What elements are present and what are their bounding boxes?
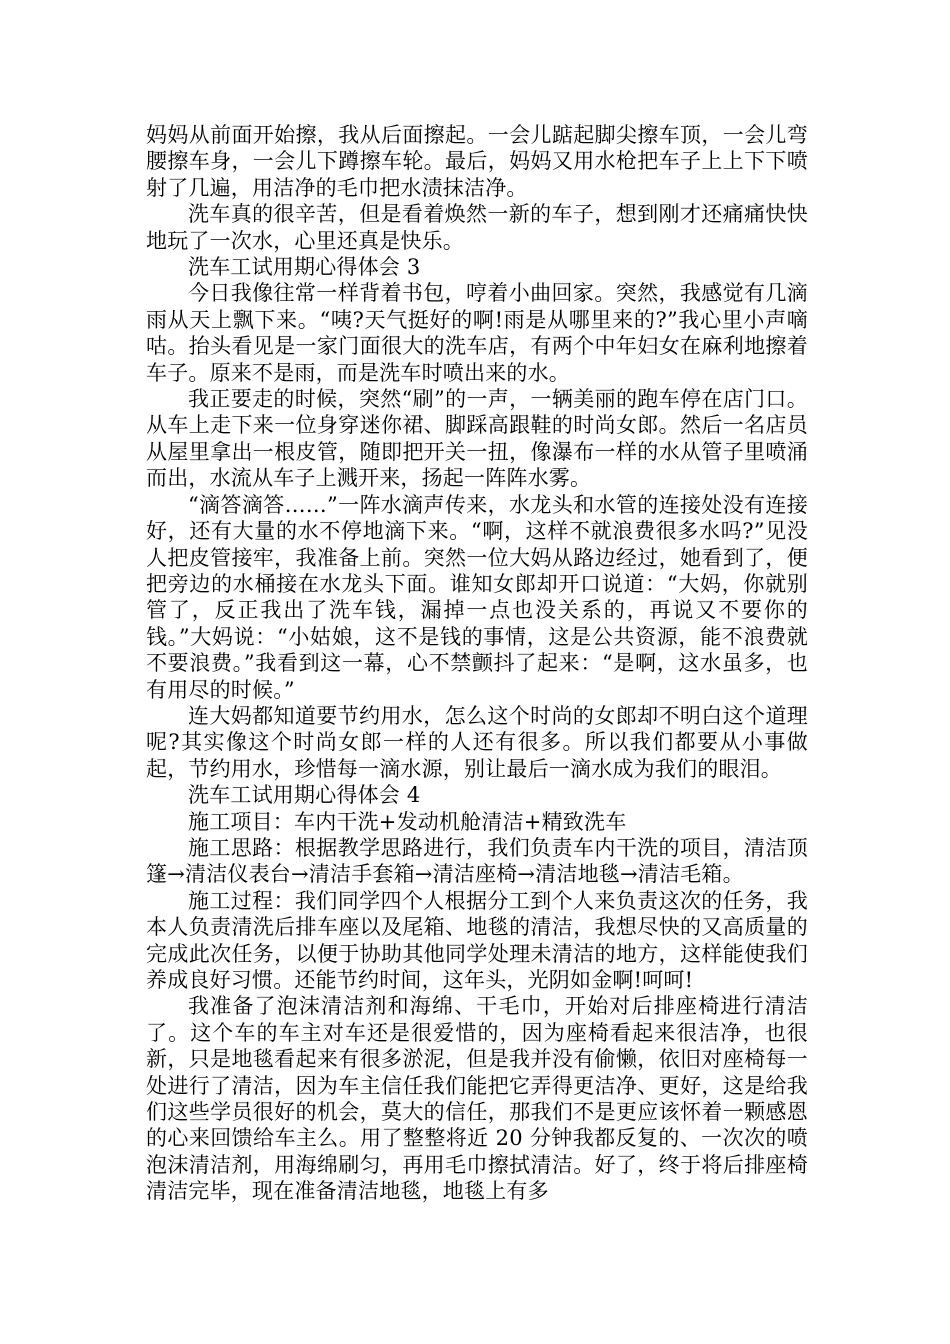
paragraph-4: 今日我像往常一样背着书包，哼着小曲回家。突然，我感觉有几滴雨从天上飘下来。“咦?天气挺好的啊!雨是从哪里来的?”我心里小声嘀咕。抬头看见是一家门面很大的洗车店，有两个中年妇女在麻利地擦着车子。原来不是雨，而是洗车时喷出来的水。	[146, 281, 808, 385]
section-heading-3: 洗车工试用期心得体会 3	[188, 255, 421, 280]
paragraph-1: 妈妈从前面开始擦，我从后面擦起。一会儿踮起脚尖擦车顶，一会儿弯腰擦车身，一会儿下蹲擦车轮。最后，妈妈又用水枪把车子上上下下喷射了几遍，用洁净的毛巾把水渍抹洁净。	[146, 123, 808, 200]
paragraph-project: 施工项目：车内干洗+发动机舱清洁+精致洗车	[188, 809, 627, 834]
paragraph-2: 洗车真的很辛苦，但是看着焕然一新的车子，想到刚才还痛痛快快地玩了一次水，心里还真是快乐。	[146, 202, 808, 253]
paragraph-6: “滴答滴答……”一阵水滴声传来，水龙头和水管的连接处没有连接好，还有大量的水不停地滴下来。“啊，这样不就浪费很多水吗?”见没人把皮管接牢，我准备上前。突然一位大妈从路边经过，她看到了，便把旁边的水桶接在水龙头下面。谁知女郎却开口说道：“大妈，你就别管了，反正我出了洗车钱，漏掉一点也没关系的，再说又不要你的钱。”大妈说：“小姑娘，这不是钱的事情，这是公共资源，能不浪费就不要浪费。”我看到这一幕，心不禁颤抖了起来：“是啊，这水虽多，也有用尽的时候。”	[146, 492, 808, 702]
document-body	[146, 122, 808, 1205]
section-heading-4: 洗车工试用期心得体会 4	[188, 783, 421, 808]
paragraph-final: 我准备了泡沫清洁剂和海绵、干毛巾，开始对后排座椅进行清洁了。这个车的车主对车还是很爱惜的，因为座椅看起来很洁净，也很新，只是地毯看起来有很多淤泥，但是我并没有偷懒，依旧对座椅每一处进行了清洁，因为车主信任我们能把它弄得更洁净、更好，这是给我们这些学员很好的机会，莫大的信任，那我们不是更应该怀着一颗感恩的心来回馈给车主么。用了整整将近 20 分钟我都反复的、一次次的喷泡沫清洁剂，用海绵刷匀，再用毛巾擦拭清洁。好了，终于将后排座椅清洁完毕，现在准备清洁地毯，地毯上有多	[146, 994, 808, 1204]
paragraph-7: 连大妈都知道要节约用水，怎么这个时尚的女郎却不明白这个道理呢?其实像这个时尚女郎一样的人还有很多。所以我们都要从小事做起，节约用水，珍惜每一滴水源，别让最后一滴水成为我们的眼泪。	[146, 703, 808, 781]
paragraph-approach: 施工思路：根据教学思路进行，我们负责车内干洗的项目，清洁顶篷→清洁仪表台→清洁手套箱→清洁座椅→清洁地毯→清洁毛箱。	[146, 835, 808, 887]
paragraph-5: 我正要走的时候，突然“刷”的一声，一辆美丽的跑车停在店门口。从车上走下来一位身穿迷你裙、脚踩高跟鞋的时尚女郎。然后一名店员从屋里拿出一根皮管，随即把开关一扭，像瀑布一样的水从管子里喷涌而出，水流从车子上溅开来，扬起一阵阵水雾。	[146, 387, 808, 491]
paragraph-process: 施工过程：我们同学四个人根据分工到个人来负责这次的任务，我本人负责清洗后排车座以及尾箱、地毯的清洁，我想尽快的又高质量的完成此次任务，以便于协助其他同学处理未清洁的地方，这样能使我们养成良好习惯。还能节约时间，这年头，光阴如金啊!呵呵!	[146, 888, 808, 992]
